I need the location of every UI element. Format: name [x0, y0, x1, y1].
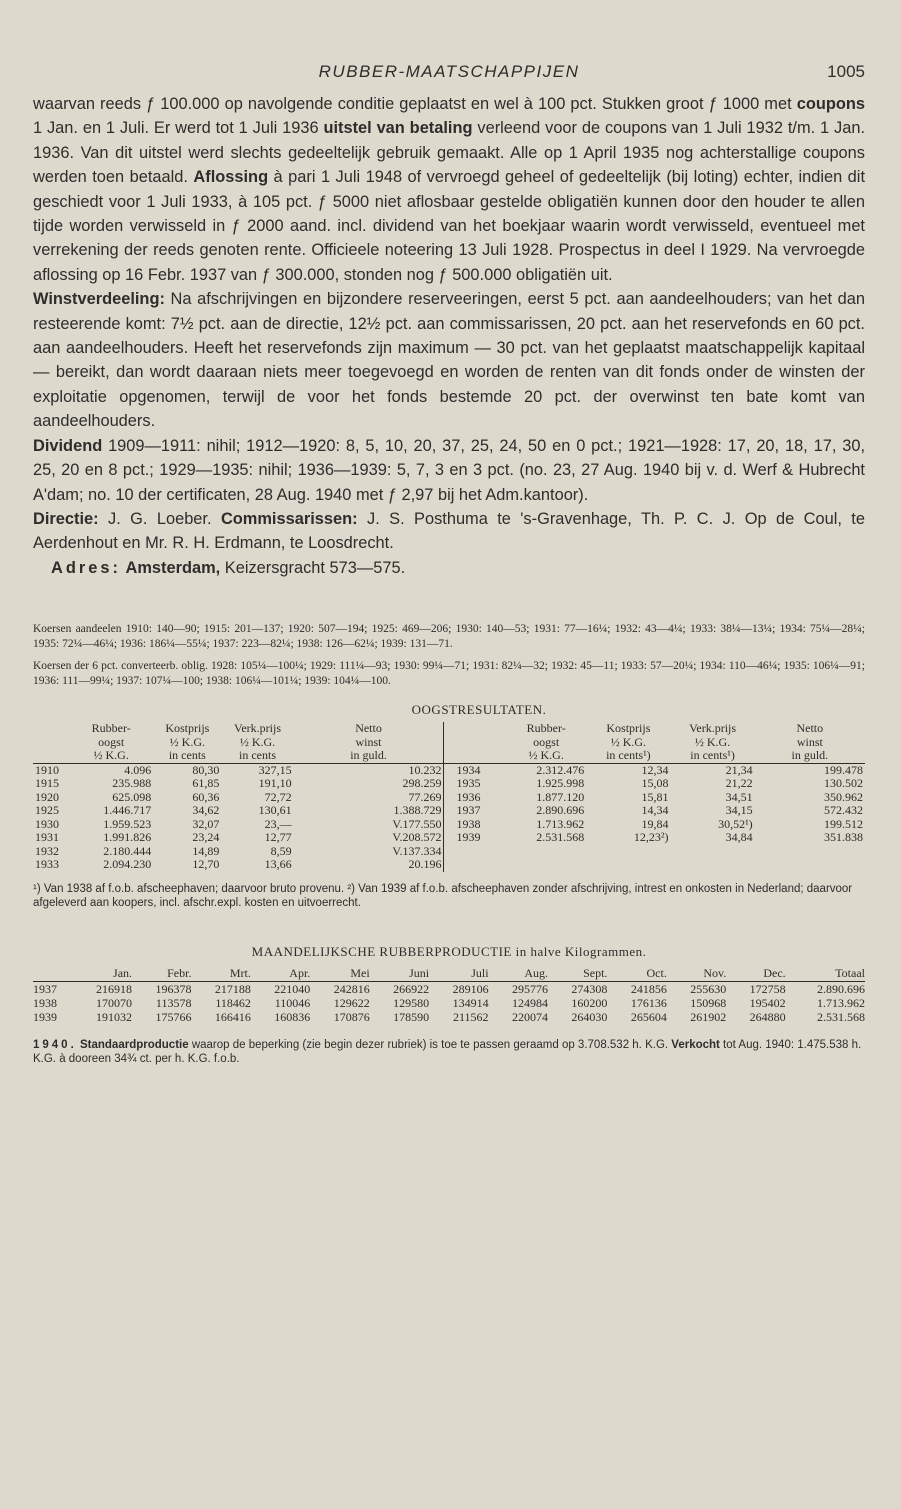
productie-value: 264030 — [571, 1009, 608, 1024]
oogst-value: 298.259 — [294, 777, 444, 791]
oogst-value: 1.877.120 — [536, 789, 585, 804]
productie-value: 195402 — [749, 995, 786, 1010]
productie-value: 265604 — [630, 1009, 667, 1024]
oogst-value: 2.312.476 — [506, 763, 586, 777]
oogst-value: 12,77 — [264, 830, 292, 845]
productie-value: 166416 — [214, 1009, 251, 1024]
productie-value: 2.890.696 — [817, 981, 865, 996]
oogst-year: 1931 — [35, 830, 59, 845]
oogst-header-spacer — [444, 749, 506, 763]
oogst-value — [670, 858, 754, 872]
productie-value: 266922 — [393, 981, 430, 996]
keyword-adres: Adres: — [51, 558, 121, 577]
oogst-table — [33, 722, 865, 872]
oogst-value: 34,51 — [725, 789, 753, 804]
oogst-header-spacer — [33, 749, 69, 763]
oogst-value: 8,59 — [270, 843, 292, 858]
page-number: 1005 — [827, 62, 865, 81]
slot-year: 1940. — [33, 1038, 77, 1051]
productie-value: 295776 — [511, 981, 548, 996]
oogst-value: 625.098 — [112, 789, 152, 804]
keyword-winstverdeeling: Winstverdeeling: — [33, 290, 165, 309]
keyword-dividend: Dividend — [33, 436, 103, 455]
productie-month-header: Dec. — [726, 966, 785, 982]
oogst-value: 235.988 — [112, 776, 152, 791]
oogst-value: 80,30 — [153, 763, 221, 777]
oogst-value: 15,81 — [641, 789, 669, 804]
keyword-commissarissen: Commissarissen: — [220, 509, 358, 528]
running-title: RUBBER-MAATSCHAPPIJEN — [318, 62, 580, 81]
oogst-year: 1925 — [35, 803, 59, 818]
oogst-value: 14,34 — [641, 803, 669, 818]
oogst-header-cell: in cents¹) — [690, 748, 735, 763]
oogst-value: 13,66 — [264, 857, 292, 872]
productie-value: 289106 — [452, 981, 489, 996]
keyword-standaardproductie: Standaardproductie — [79, 1038, 189, 1051]
productie-value: 178590 — [393, 1009, 430, 1024]
oogst-value: 2.094.230 — [103, 857, 152, 872]
oogst-value: 21,34 — [670, 763, 754, 777]
oogst-value — [586, 858, 670, 872]
productie-month-header: Juli — [429, 966, 488, 982]
text-run: waarop de beperking (zie begin dezer rubriek) is toe te passen geraamd op 3.708.532 h. K.G. — [188, 1038, 672, 1051]
oogst-year — [444, 845, 506, 859]
oogst-header-cell: Netto — [294, 722, 444, 736]
productie-value: 150968 — [690, 995, 727, 1010]
main-text — [33, 92, 865, 580]
oogst-title: OOGSTRESULTATEN. — [411, 702, 547, 718]
oogst-value: 1.959.523 — [103, 816, 152, 831]
oogst-value: 572.432 — [824, 803, 863, 818]
productie-month-header: Oct. — [607, 966, 666, 982]
oogst-value: 1.713.962 — [536, 816, 585, 831]
oogst-header-row — [33, 749, 865, 763]
oogst-value: 1.925.998 — [536, 776, 585, 791]
oogst-year: 1934 — [444, 763, 506, 777]
oogst-header-cell: Kostprijs — [606, 721, 651, 736]
oogst-value: 19,84 — [641, 816, 669, 831]
text-run: waarvan reeds ƒ 100.000 op navolgende conditie geplaatst en wel à 100 pct. Stukken groot ƒ 1000 met — [33, 95, 797, 113]
oogst-value — [670, 845, 754, 859]
oogst-value: 15,08 — [641, 776, 669, 791]
productie-value: 196378 — [155, 981, 192, 996]
oogst-header-cell: winst — [294, 736, 444, 750]
oogst-year — [444, 858, 506, 872]
oogst-header-cell: in cents — [239, 748, 276, 763]
oogst-header-cell: in guld. — [294, 749, 444, 763]
productie-value: 172758 — [749, 981, 786, 996]
productie-month-header: Febr. — [132, 966, 191, 982]
oogst-year: 1932 — [35, 843, 59, 858]
productie-value: 264880 — [749, 1009, 786, 1024]
text-run: 1909—1911: nihil; 1912—1920: 8, 5, 10, 20, 37, 25, 24, 50 en 0 pct.; 1921—1928: 17, 20, 18, 17, 30, 25, 20 en 8 pct.; 1929—1935: nihil; 1936—1939: 5, 7, 3 en 3 pct. (no. 23, 27 Aug. 1940 bij v. d. Werf & Hubrecht A'dam; no. 10 der certificaten, 28 Aug. 1940 met ƒ 2,97 bij het Adm.kantoor). — [33, 436, 865, 504]
productie-value: 191032 — [96, 1009, 133, 1024]
productie-month-header: Sept. — [548, 966, 607, 982]
oogst-value: 12,34 — [586, 763, 670, 777]
keyword-coupons: coupons — [796, 95, 865, 113]
oogst-header-cell: ½ K.G. — [93, 748, 129, 763]
text-run: à pari 1 Juli 1948 of vervroegd geheel of gedeeltelijk (bij loting) echter, indien dit geschiedt voor 1 Juli 1933, à 105 pct. ƒ 5000 niet aflosbaar gestelde obligatiën kunnen door den houder te allen tijde worden verwisseld in ƒ 2000 aand. incl. dividend van het boekjaar waarin wordt verwisseld, eventueel met verrekening der reeds genoten rente. Officieele noteering 13 Juli 1928. Prospectus in deel I 1929. Na vervroegde aflossing op 16 Febr. 1937 van ƒ 300.000, stonden nog ƒ 500.000 obligatiën uit. — [33, 168, 865, 284]
oogst-value: 34,84 — [725, 830, 753, 845]
oogst-year: 1933 — [35, 857, 59, 872]
oogst-header-cell: Rubber- — [91, 721, 131, 736]
productie-month-header: Aug. — [489, 966, 548, 982]
oogst-value: 2.890.696 — [536, 803, 585, 818]
oogst-row — [33, 845, 865, 859]
oogst-value — [506, 845, 586, 859]
productie-row — [33, 981, 865, 996]
productie-value: 160836 — [274, 1009, 311, 1024]
productie-value: 255630 — [690, 981, 727, 996]
oogst-year: 1920 — [35, 789, 59, 804]
oogst-header-cell: winst — [796, 734, 823, 749]
productie-value: 274308 — [571, 981, 608, 996]
productie-value: 1.713.962 — [817, 995, 865, 1010]
productie-header-spacer — [33, 966, 73, 982]
oogst-header-cell: Netto — [796, 721, 824, 736]
oogst-header-cell: ½ K.G. — [528, 748, 564, 763]
oogst-value: 1.991.826 — [103, 830, 152, 845]
oogst-value: 199.512 — [824, 816, 863, 831]
oogst-value: 130.502 — [824, 776, 863, 791]
productie-value: 129622 — [333, 995, 370, 1010]
paragraph-directie — [33, 507, 865, 556]
productie-value: 217188 — [214, 981, 251, 996]
oogst-value: 77.269 — [294, 791, 444, 805]
slot-paragraph — [33, 1038, 865, 1066]
koersen-aandeelen: Koersen aandeelen 1910: 140—90; 1915: 201—137; 1920: 507—194; 1925: 469—206; 1930: 140—53; 1931: 77—16¼; 1932: 43—4¼; 1933: 38¼—13¼; 1934: 75¼—28¼; 1935: 72¼—46¼; 1936: 186¼—55¼; 1937: 223—82¼; 1938: 126—62¼; 1939: 131—71. — [33, 623, 865, 650]
paragraph-dividend — [33, 434, 865, 507]
productie-year: 1938 — [33, 995, 57, 1010]
oogst-value: 130,61 — [258, 803, 292, 818]
oogst-header-cell: ½ K.G. — [610, 734, 647, 749]
oogst-header-cell: Kostprijs — [165, 721, 210, 736]
oogst-value: 12,23²) — [633, 830, 669, 845]
oogst-year: 1935 — [456, 776, 481, 791]
productie-month-header: Nov. — [667, 966, 726, 982]
oogst-value: 32,07 — [192, 816, 220, 831]
page-header — [33, 62, 865, 88]
paragraph-winstverdeeling — [33, 287, 865, 433]
oogst-header-cell: oogst — [533, 734, 560, 749]
oogst-value: 2.180.444 — [103, 843, 152, 858]
productie-month-header: Apr. — [251, 966, 310, 982]
oogst-row — [33, 791, 865, 805]
oogst-header-cell: in cents¹) — [606, 748, 651, 763]
oogst-value: 34,62 — [192, 803, 220, 818]
oogst-row — [33, 818, 865, 832]
oogst-header-cell: Verk.prijs — [234, 721, 281, 736]
productie-value: 160200 — [571, 995, 608, 1010]
oogst-header-cell: ½ K.G. — [694, 734, 731, 749]
oogst-header-spacer — [444, 736, 506, 750]
oogst-year: 1915 — [35, 776, 59, 791]
keyword-amsterdam: Amsterdam, — [125, 558, 221, 577]
productie-month-header: Jan. — [73, 966, 132, 982]
oogst-row — [33, 831, 865, 845]
oogst-value: 60,36 — [192, 789, 220, 804]
text-run: J. S. Posthuma te 's-Gravenhage, Th. P. C. J. Op de Coul, te Aerdenhout en Mr. R. H. Erdmann, te Loosdrecht. — [33, 509, 865, 553]
text-run: verleend voor de coupons van 1 Juli 1932 t/m. 1 Jan. 1936. Van dit uitstel werd slechts gedeeltelijk gebruik gemaakt. Alle op 1 April 1935 nog achterstallige coupons werden toen betaald. — [33, 119, 866, 187]
productie-value: 211562 — [453, 1009, 489, 1024]
oogst-value: V.137.334 — [294, 845, 444, 859]
productie-header-row — [33, 966, 865, 982]
oogst-year: 1938 — [456, 816, 481, 831]
text-run: Keizersgracht 573—575. — [220, 558, 406, 577]
productie-value: 220074 — [511, 1009, 548, 1024]
productie-year: 1939 — [33, 1009, 57, 1024]
oogst-value: 1.446.717 — [103, 803, 152, 818]
oogst-header-cell: Verk.prijs — [689, 721, 737, 736]
oogst-value: V.208.572 — [294, 831, 444, 845]
productie-value: 129580 — [393, 995, 430, 1010]
koersen-section — [33, 622, 865, 688]
oogst-header-spacer — [444, 722, 506, 736]
oogst-value: 350.962 — [824, 789, 863, 804]
oogst-value: 34,15 — [725, 803, 753, 818]
oogst-value: 4.096 — [69, 763, 153, 777]
oogst-header-spacer — [33, 722, 69, 736]
productie-month-header: Juni — [370, 966, 429, 982]
oogst-footnote: ¹) Van 1938 af f.o.b. afscheephaven; daarvoor bruto provenu. ²) Van 1939 af f.o.b. afscheephaven zonder afschrijving, intrest en onkosten in Nederland; daarvoor afgeleverd aan koopers, incl. afschr.expl. kosten en uitvoerrecht. — [33, 882, 853, 909]
text-run: 1 Jan. en 1 Juli. Er werd tot 1 Juli 1936 — [33, 119, 324, 138]
productie-year: 1937 — [33, 981, 57, 996]
oogst-header-cell: in cents — [168, 748, 206, 763]
productie-title: MAANDELIJKSCHE RUBBERPRODUCTIE in halve Kilogrammen. — [251, 943, 647, 959]
keyword-verkocht: Verkocht — [671, 1038, 720, 1051]
oogst-header-cell: ½ K.G. — [169, 734, 206, 749]
productie-month-header: Mei — [310, 966, 369, 982]
productie-value: 221040 — [274, 981, 311, 996]
page — [33, 62, 865, 1066]
productie-value: 216918 — [96, 981, 133, 996]
oogst-header-spacer — [33, 736, 69, 750]
productie-value: 176136 — [630, 995, 667, 1010]
oogst-value: 10.232 — [294, 763, 444, 777]
oogst-value: 327,15 — [221, 763, 293, 777]
oogst-year: 1930 — [35, 816, 59, 831]
text-run: J. G. Loeber. — [98, 509, 221, 528]
productie-month-header: Mrt. — [191, 966, 250, 982]
productie-value: 170070 — [96, 995, 133, 1010]
oogst-year: 1939 — [456, 830, 481, 845]
oogst-header-cell: ½ K.G. — [239, 734, 276, 749]
oogst-value: 61,85 — [192, 776, 220, 791]
oogst-value — [586, 845, 670, 859]
productie-value: 242816 — [333, 981, 370, 996]
oogst-row — [33, 763, 865, 777]
text-run: Na afschrijvingen en bijzondere reserveeringen, eerst 5 pct. aan aandeelhouders; van het dan resteerende komt: 7½ pct. aan de directie, 12½ pct. aan commissarissen, 20 pct. aan het reservefonds en 60 pct. aan aandeelhouders. Heeft het reservefonds zijn maximum — 30 pct. van het geplaatst maatschappelijk kapitaal — bereikt, dan wordt daaraan niets meer toegevoegd en worden de renten van dit fonds onder de winsten der exploitatie opgenomen, terwijl de voor het fonds bestemde 20 pct. der overwinst ten bate komt van aandeelhouders. — [33, 290, 865, 431]
oogst-header-cell: oogst — [98, 734, 125, 749]
productie-value: 124984 — [511, 995, 548, 1010]
oogst-value — [755, 845, 865, 859]
oogst-header-cell: in guld. — [791, 748, 829, 763]
oogst-value: 1.388.729 — [294, 804, 444, 818]
keyword-uitstel: uitstel van betaling — [323, 119, 473, 138]
paragraph-obligaties — [33, 92, 865, 287]
productie-row — [33, 996, 865, 1010]
productie-value: 110046 — [274, 995, 311, 1010]
oogst-row — [33, 804, 865, 818]
oogst-value: 30,52¹) — [718, 816, 753, 831]
productie-value: 175766 — [155, 1009, 192, 1024]
oogst-year: 1937 — [456, 803, 481, 818]
productie-row — [33, 1010, 865, 1024]
productie-value: 113578 — [155, 995, 192, 1010]
productie-value: 134914 — [452, 995, 489, 1010]
oogst-value: 191,10 — [258, 776, 292, 791]
oogst-header-row — [33, 722, 865, 736]
keyword-directie: Directie: — [33, 509, 99, 528]
oogst-year: 1936 — [456, 789, 481, 804]
oogst-value: 199.478 — [755, 763, 865, 777]
oogst-value: 2.531.568 — [536, 830, 585, 845]
oogst-value — [755, 858, 865, 872]
oogst-value: 20.196 — [294, 858, 444, 872]
oogst-header-row — [33, 736, 865, 750]
productie-value: 2.531.568 — [817, 1009, 865, 1024]
koersen-obligaties: Koersen der 6 pct. converteerb. oblig. 1928: 105¼—100¼; 1929: 111¼—93; 1930: 99¼—71; 1931: 82¼—32; 1932: 45—11; 1933: 57—20¼; 1934: 110—46¼; 1935: 106¼—91; 1936: 111—99¼; 1937: 107¼—100; 1938: 106¼—101¼; 1939: 104¼—100. — [33, 660, 865, 687]
oogst-value: 23,24 — [192, 830, 220, 845]
paragraph-adres — [33, 556, 865, 580]
productie-value: 261902 — [690, 1009, 727, 1024]
oogst-value — [506, 858, 586, 872]
oogst-row — [33, 777, 865, 791]
oogst-value: 351.838 — [824, 830, 863, 845]
productie-value: 170876 — [333, 1009, 370, 1024]
oogst-value: V.177.550 — [294, 818, 444, 832]
oogst-header-cell: Rubber- — [526, 721, 566, 736]
oogst-year: 1910 — [33, 763, 69, 777]
productie-table — [33, 966, 865, 1024]
keyword-aflossing: Aflossing — [193, 168, 269, 187]
productie-value: 241856 — [630, 981, 667, 996]
oogst-value: 21,22 — [725, 776, 753, 791]
oogst-value: 72,72 — [264, 789, 292, 804]
productie-month-header: Totaal — [786, 966, 865, 982]
oogst-value: 23,— — [264, 816, 292, 831]
text-run: tot Aug. 1940: 1.475.538 h. K.G. à dooreen 34¾ ct. per h. K.G. f.o.b. — [33, 1038, 862, 1065]
oogst-value: 14,89 — [192, 843, 220, 858]
productie-value: 118462 — [215, 995, 251, 1010]
oogst-value: 12,70 — [192, 857, 220, 872]
oogst-row — [33, 858, 865, 872]
